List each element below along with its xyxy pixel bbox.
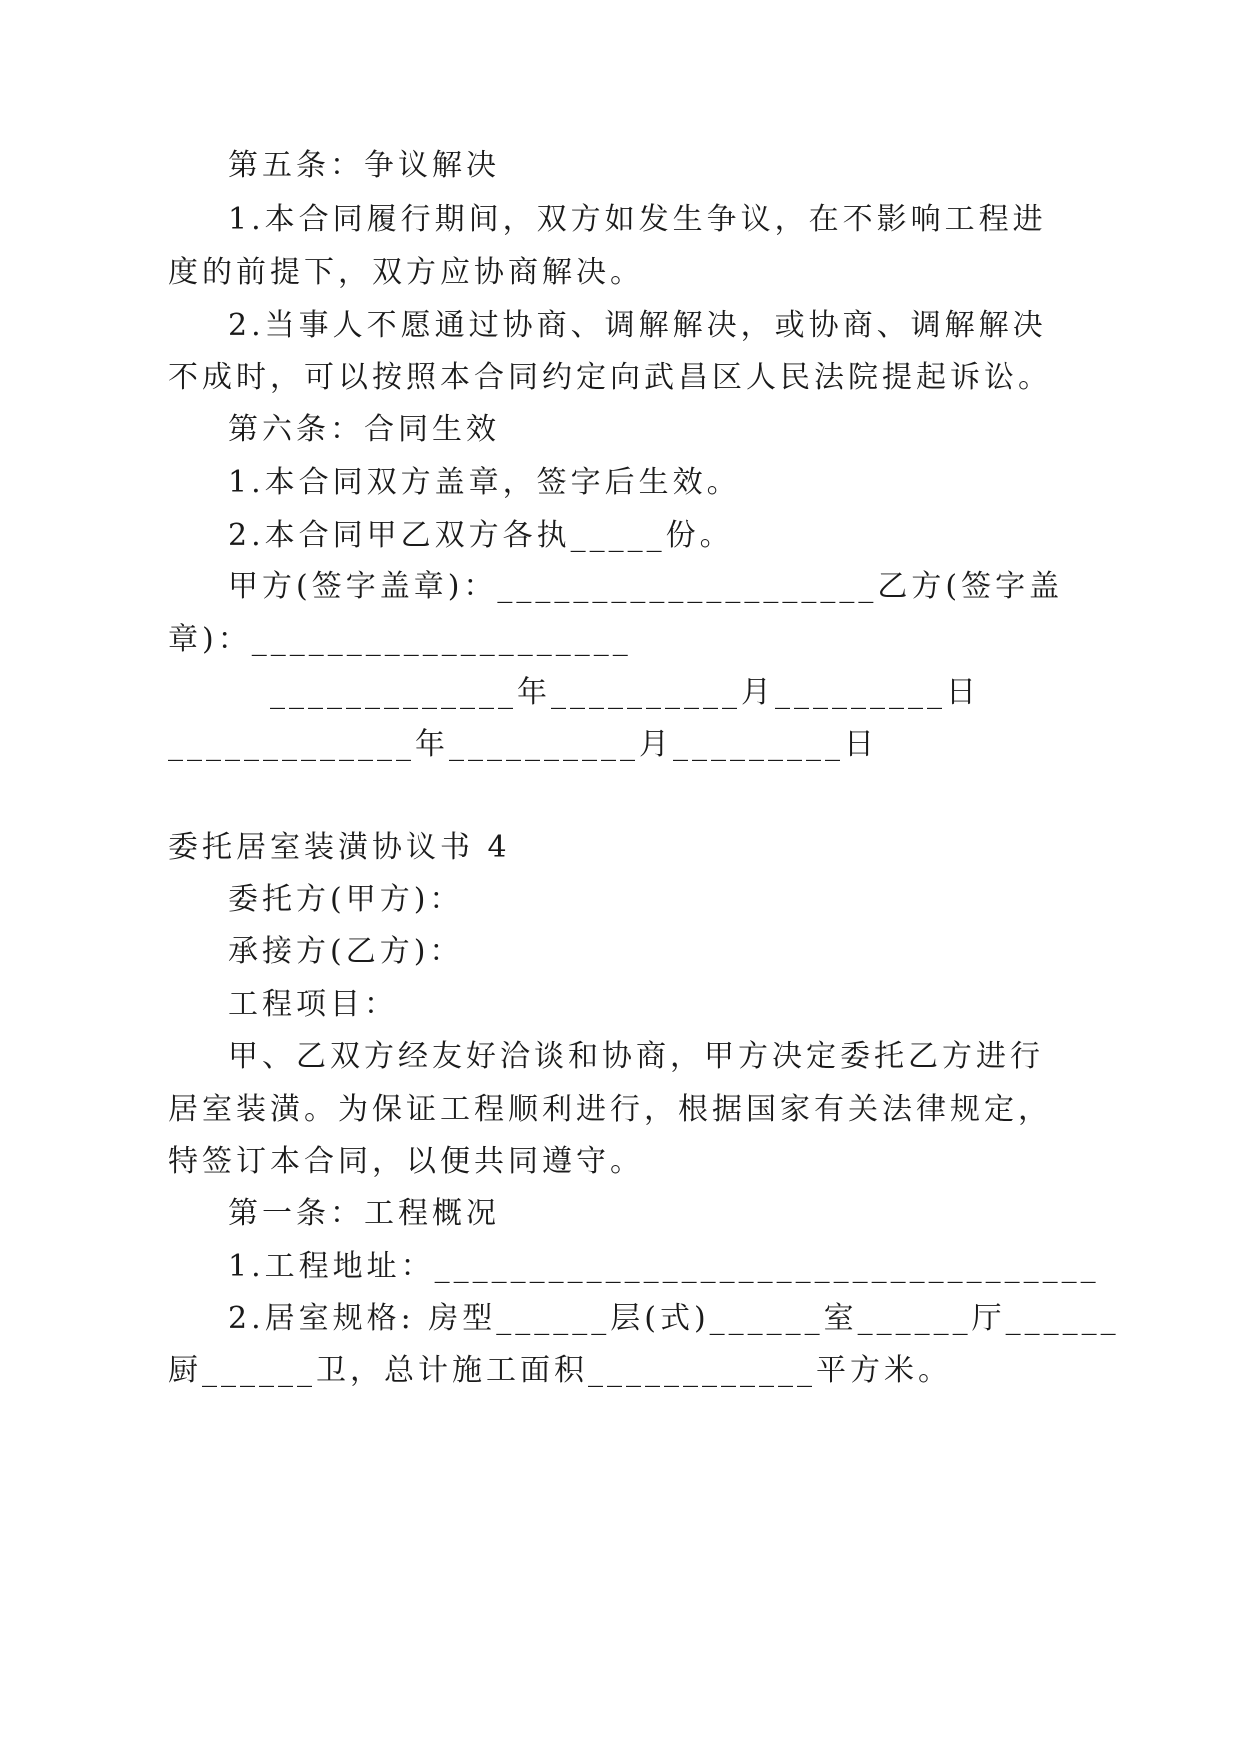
paragraph-line: 居室装潢。为保证工程顺利进行，根据国家有关法律规定， xyxy=(168,1092,1052,1127)
article-5-heading: 第五条：争议解决 xyxy=(228,148,500,183)
date-line-party-b: _____________年__________月_________日 xyxy=(168,727,878,762)
paragraph-line: 特签订本合同，以便共同遵守。 xyxy=(168,1144,644,1179)
client-party-field: 委托方(甲方)： xyxy=(228,882,464,917)
address-field: 1.工程地址：___________________________________ xyxy=(228,1249,1100,1284)
month-blank: __________ xyxy=(551,675,741,710)
contractor-party-field: 承接方(乙方)： xyxy=(228,934,464,969)
paragraph-line: 1.本合同双方盖章，签字后生效。 xyxy=(228,465,741,500)
paragraph-line: 度的前提下，双方应协商解决。 xyxy=(168,255,644,290)
month-label: 月 xyxy=(741,675,775,710)
date-line-party-a xyxy=(270,673,980,713)
project-field: 工程项目： xyxy=(228,987,398,1022)
day-blank: _________ xyxy=(775,675,946,710)
year-blank: _____________ xyxy=(270,675,517,710)
paragraph-line: 2.当事人不愿通过协商、调解解决，或协商、调解解决 xyxy=(228,308,1047,343)
paragraph-line: 甲、乙双方经友好洽谈和协商，甲方决定委托乙方进行 xyxy=(228,1039,1044,1074)
room-spec-field: 2.居室规格: 房型______层(式)______室______厅______ xyxy=(228,1301,1120,1336)
article-6-heading: 第六条：合同生效 xyxy=(228,412,500,447)
paragraph-line: 不成时，可以按照本合同约定向武昌区人民法院提起诉讼。 xyxy=(168,360,1052,395)
day-label: 日 xyxy=(946,675,980,710)
year-label: 年 xyxy=(517,675,551,710)
room-spec-field-continued: 厨______卫，总计施工面积____________平方米。 xyxy=(168,1353,952,1388)
article-1-heading: 第一条：工程概况 xyxy=(228,1196,500,1231)
document-title: 委托居室装潢协议书 4 xyxy=(168,830,511,865)
paragraph-line: 1.本合同履行期间，双方如发生争议，在不影响工程进 xyxy=(228,202,1047,237)
signature-line-party-b: 章)：____________________ xyxy=(168,622,632,657)
signature-line-party-a: 甲方(签字盖章)：____________________乙方(签字盖 xyxy=(228,569,1064,604)
paragraph-line: 2.本合同甲乙双方各执_____份。 xyxy=(228,518,734,553)
